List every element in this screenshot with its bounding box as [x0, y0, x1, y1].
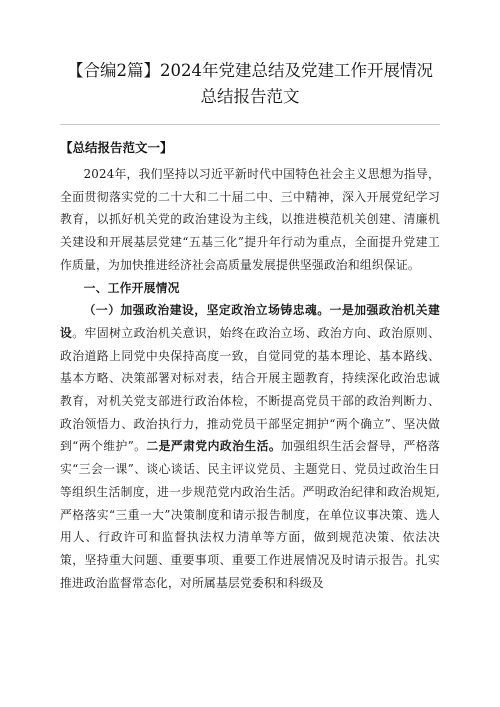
section-label: 【总结报告范文一】	[60, 140, 173, 155]
document-body	[60, 163, 440, 594]
paragraph-political-construction	[60, 299, 440, 594]
paragraph-bold-second: 二是严肃党内政治生活。	[146, 439, 282, 454]
paragraph-text-second: 加强组织生活会督导，严格落实“三会一课”、谈心谈话、民主评议党员、主题党日、党员过政治生日等组织生活制度，进一步规范党内政治生活。严明政治纪律和政治规矩,严格落实“三重一大”决策制度和请示报告制度，在单位议事决策、选人用人、行政许可和监督执法权力清单等方面，做到规范决策、依法决策，坚持重大问题、重要事项、重要工作进展情况及时请示报告。扎实推进政治监督常态化，对所属基层党委积和科级及	[60, 439, 440, 590]
intro-paragraph: 2024年，我们坚持以习近平新时代中国特色社会主义思想为指导，全面贯彻落实党的二十大和二十届二中、三中精神，深入开展党纪学习教育，以抓好机关党的政治建设为主线，以推进模范机关创建、清廉机关建设和开展基层党建“五基三化”提升年行动为重点，全面提升党建工作质量，为加快推进经济社会高质量发展提供坚强政治和组织保证。	[60, 167, 440, 272]
paragraph-bold-lead: （一）加强政治建设，坚定政治立场铸忠魂。一是加强政治机关建设	[60, 303, 440, 340]
title-divider	[60, 124, 440, 125]
paragraph-text: 。牢固树立政治机关意识，始终在政治立场、政治方向、政治原则、政治道路上同党中央保持高度一致，自觉同党的基本理论、基本路线、基本方略、决策部署对标对表，结合开展主题教育，持续深化政治忠诚教育，对机关党支部进行政治体检，不断提高党员干部的政治判断力、政治领悟力、政治执行力，推动党员干部坚定拥护“两个确立”、坚决做到“两个维护”。	[60, 325, 440, 454]
heading-work-status: 一、工作开展情况	[83, 280, 180, 295]
document-title: 【合编2篇】2024年党建总结及党建工作开展情况总结报告范文	[67, 61, 433, 106]
